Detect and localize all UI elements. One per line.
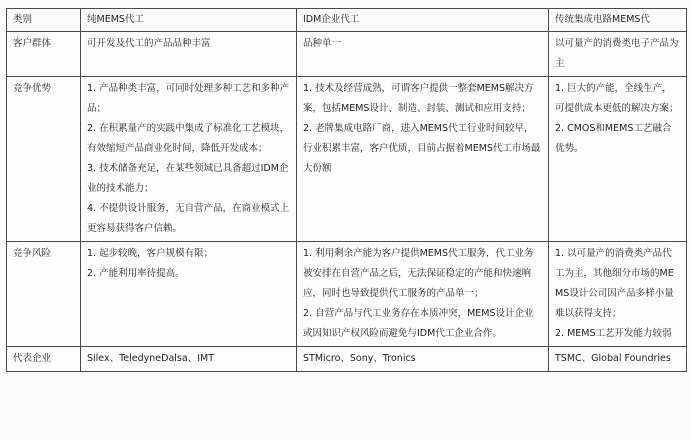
table-header-row (7, 9, 687, 32)
cell-text: 以可量产的消费类电子产品为主 (555, 38, 679, 69)
cell-text: 3. 技术储备充足，在某些领域已具备超过IDM企业的技术能力； (87, 163, 289, 194)
cell-text: 1. 产品种类丰富，可同时处理多种工艺和多种产品； (87, 83, 290, 114)
cell-text: 2. 老牌集成电路厂商，进入MEMS代工行业时间较早，行业积累丰富，客户优质，目前占据着MEMS代工市场最大份额 (303, 123, 541, 174)
table-row-representatives (7, 347, 687, 372)
cell-text: 2. 自营产品与代工业务存在本质冲突，MEMS设计企业或因知识产权风险而避免与IDM代工企业合作。 (303, 308, 534, 339)
cell-text: 4. 不提供设计服务，无自营产品，在商业模式上更容易获得客户信赖。 (87, 203, 290, 234)
cell-text: 2. 产能利用率待提高。 (87, 268, 185, 279)
row-label: 客户群体 (7, 32, 81, 77)
table-cell (549, 242, 687, 347)
header-category: 类别 (7, 9, 81, 32)
table-cell (81, 347, 297, 372)
table-cell (549, 77, 687, 242)
row-label: 代表企业 (7, 347, 81, 372)
cell-text: 2. MEMS工艺开发能力较弱 (555, 328, 672, 339)
table-cell (81, 242, 297, 347)
row-label: 竞争优势 (7, 77, 81, 242)
table-cell (297, 347, 549, 372)
table-cell (549, 347, 687, 372)
cell-text: STMicro、Sony、Tronics (303, 353, 416, 364)
cell-text: 1. 起步较晚，客户规模有限； (87, 248, 214, 259)
table-cell (297, 242, 549, 347)
table-row-advantages (7, 77, 687, 242)
table-cell (297, 77, 549, 242)
table-cell (81, 32, 297, 77)
cell-text: 1. 利用剩余产能为客户提供MEMS代工服务，代工业务被安排在自营产品之后，无法保证稳定的产能和快速响应，同时也导致提供代工服务的产品单一； (303, 248, 534, 299)
cell-text: 2. 在积累量产的实践中集成了标准化工艺模块，有效缩短产品商业化时间，降低开发成本； (87, 123, 290, 154)
table-row-risks (7, 242, 687, 347)
table-row-customers (7, 32, 687, 77)
header-idm-foundry: IDM企业代工 (297, 9, 549, 32)
cell-text: Silex、TeledyneDalsa、IMT (87, 353, 214, 364)
cell-text: 可开发及代工的产品品种丰富 (87, 38, 211, 49)
header-traditional-ic-foundry: 传统集成电路MEMS代 (549, 9, 687, 32)
table-cell (297, 32, 549, 77)
cell-text: 2. CMOS和MEMS工艺融合优势。 (555, 123, 672, 154)
table-cell (81, 77, 297, 242)
cell-text: 品种单一 (303, 38, 342, 49)
cell-text: TSMC、Global Foundries (555, 353, 671, 364)
cell-text: 1. 以可量产的消费类产品代工为主，其他细分市场的MEMS设计公司因产品多样小量难以获得支持； (555, 248, 674, 319)
comparison-table (6, 8, 687, 372)
cell-text: 1. 技术及经营成熟，可谓客户提供一整套MEMS解决方案，包括MEMS设计、制造、封装、测试和应用支持； (303, 83, 534, 114)
table-cell (549, 32, 687, 77)
cell-text: 1. 巨大的产能，全线生产，可提供成本更低的解决方案； (555, 83, 679, 114)
header-pure-mems-foundry: 纯MEMS代工 (81, 9, 297, 32)
row-label: 竞争风险 (7, 242, 81, 347)
